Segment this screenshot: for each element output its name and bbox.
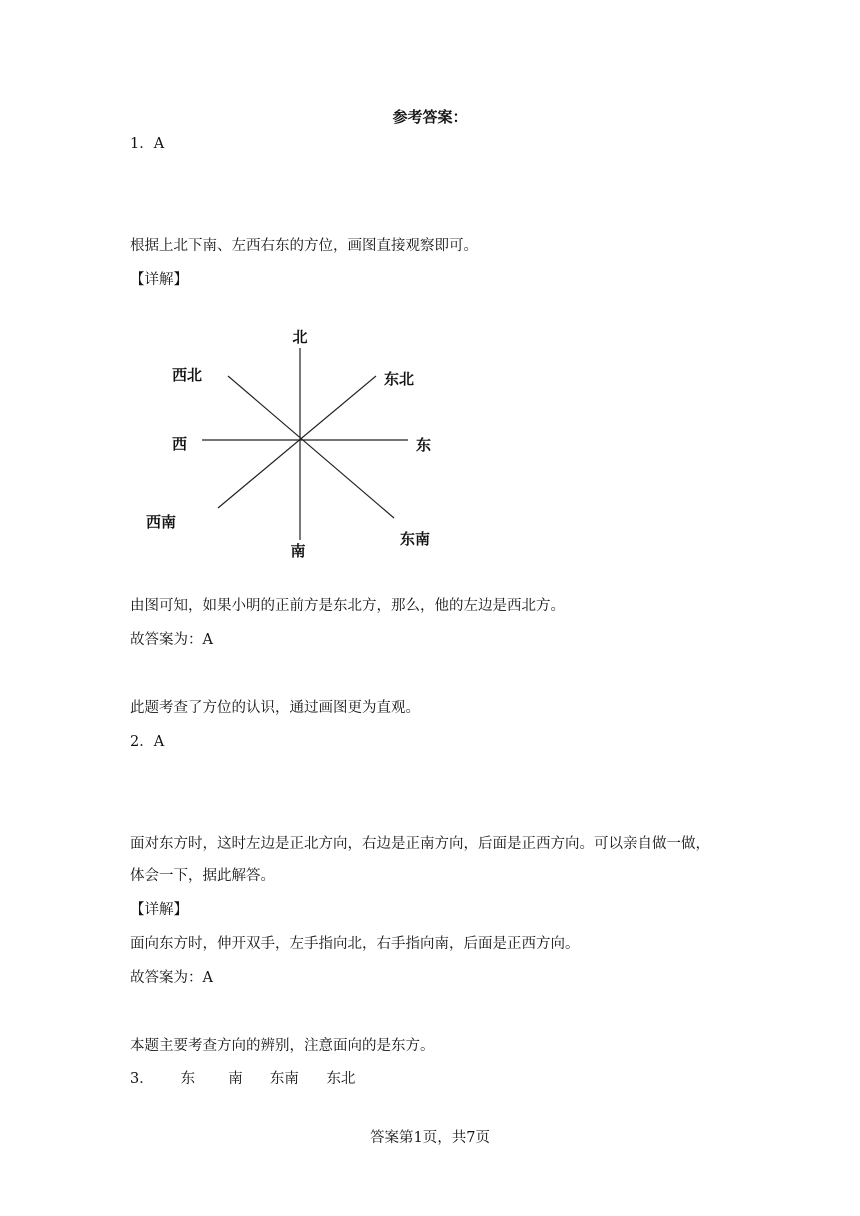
q2-detail-label: 【详解】 [130,902,188,918]
label-west: 西 [172,435,188,453]
label-south: 南 [290,542,306,560]
q1-detail-label: 【详解】 [130,272,188,288]
label-northwest: 西北 [172,366,203,384]
northwest-southeast-axis [228,376,394,518]
q2-comment: 本题主要考查方向的辨别，注意面向的是东方。 [130,1038,435,1054]
q1-comment: 此题考查了方位的认识，通过画图更为直观。 [130,700,420,716]
q3-answer-row [130,1069,355,1089]
q3-number: 3． [130,1071,154,1087]
label-east: 东 [416,436,432,454]
q1-answer: 1．A [130,136,165,152]
q2-analysis-line1: 面对东方时，这时左边是正北方向，右边是正南方向，后面是正西方向。可以亲自做一做， [130,836,710,852]
q2-explanation: 面向东方时，伸开双手，左手指向北，右手指向南，后面是正西方向。 [130,936,580,952]
label-southeast: 东南 [400,530,431,548]
compass-diagram [140,318,460,568]
q3-answer-1: 东 [180,1071,196,1087]
q1-conclusion: 故答案为：A [130,632,213,648]
q1-analysis: 根据上北下南、左西右东的方位，画图直接观察即可。 [130,238,478,254]
southwest-northeast-axis [218,376,376,508]
q2-answer: 2．A [130,734,165,750]
q2-conclusion: 故答案为：A [130,970,213,986]
q3-answer-2: 南 [228,1071,243,1087]
label-southwest: 西南 [146,513,177,531]
label-northeast: 东北 [384,370,415,388]
q1-explanation: 由图可知，如果小明的正前方是东北方，那么，他的左边是西北方。 [130,598,565,614]
label-north: 北 [292,328,308,346]
answer-key-title: 参考答案： [392,108,468,126]
page-footer: 答案第1页，共7页 [370,1130,490,1146]
q3-answer-3: 东南 [269,1071,299,1087]
q3-answer-4: 东北 [326,1071,356,1087]
q2-analysis-line2: 体会一下，据此解答。 [130,868,275,884]
